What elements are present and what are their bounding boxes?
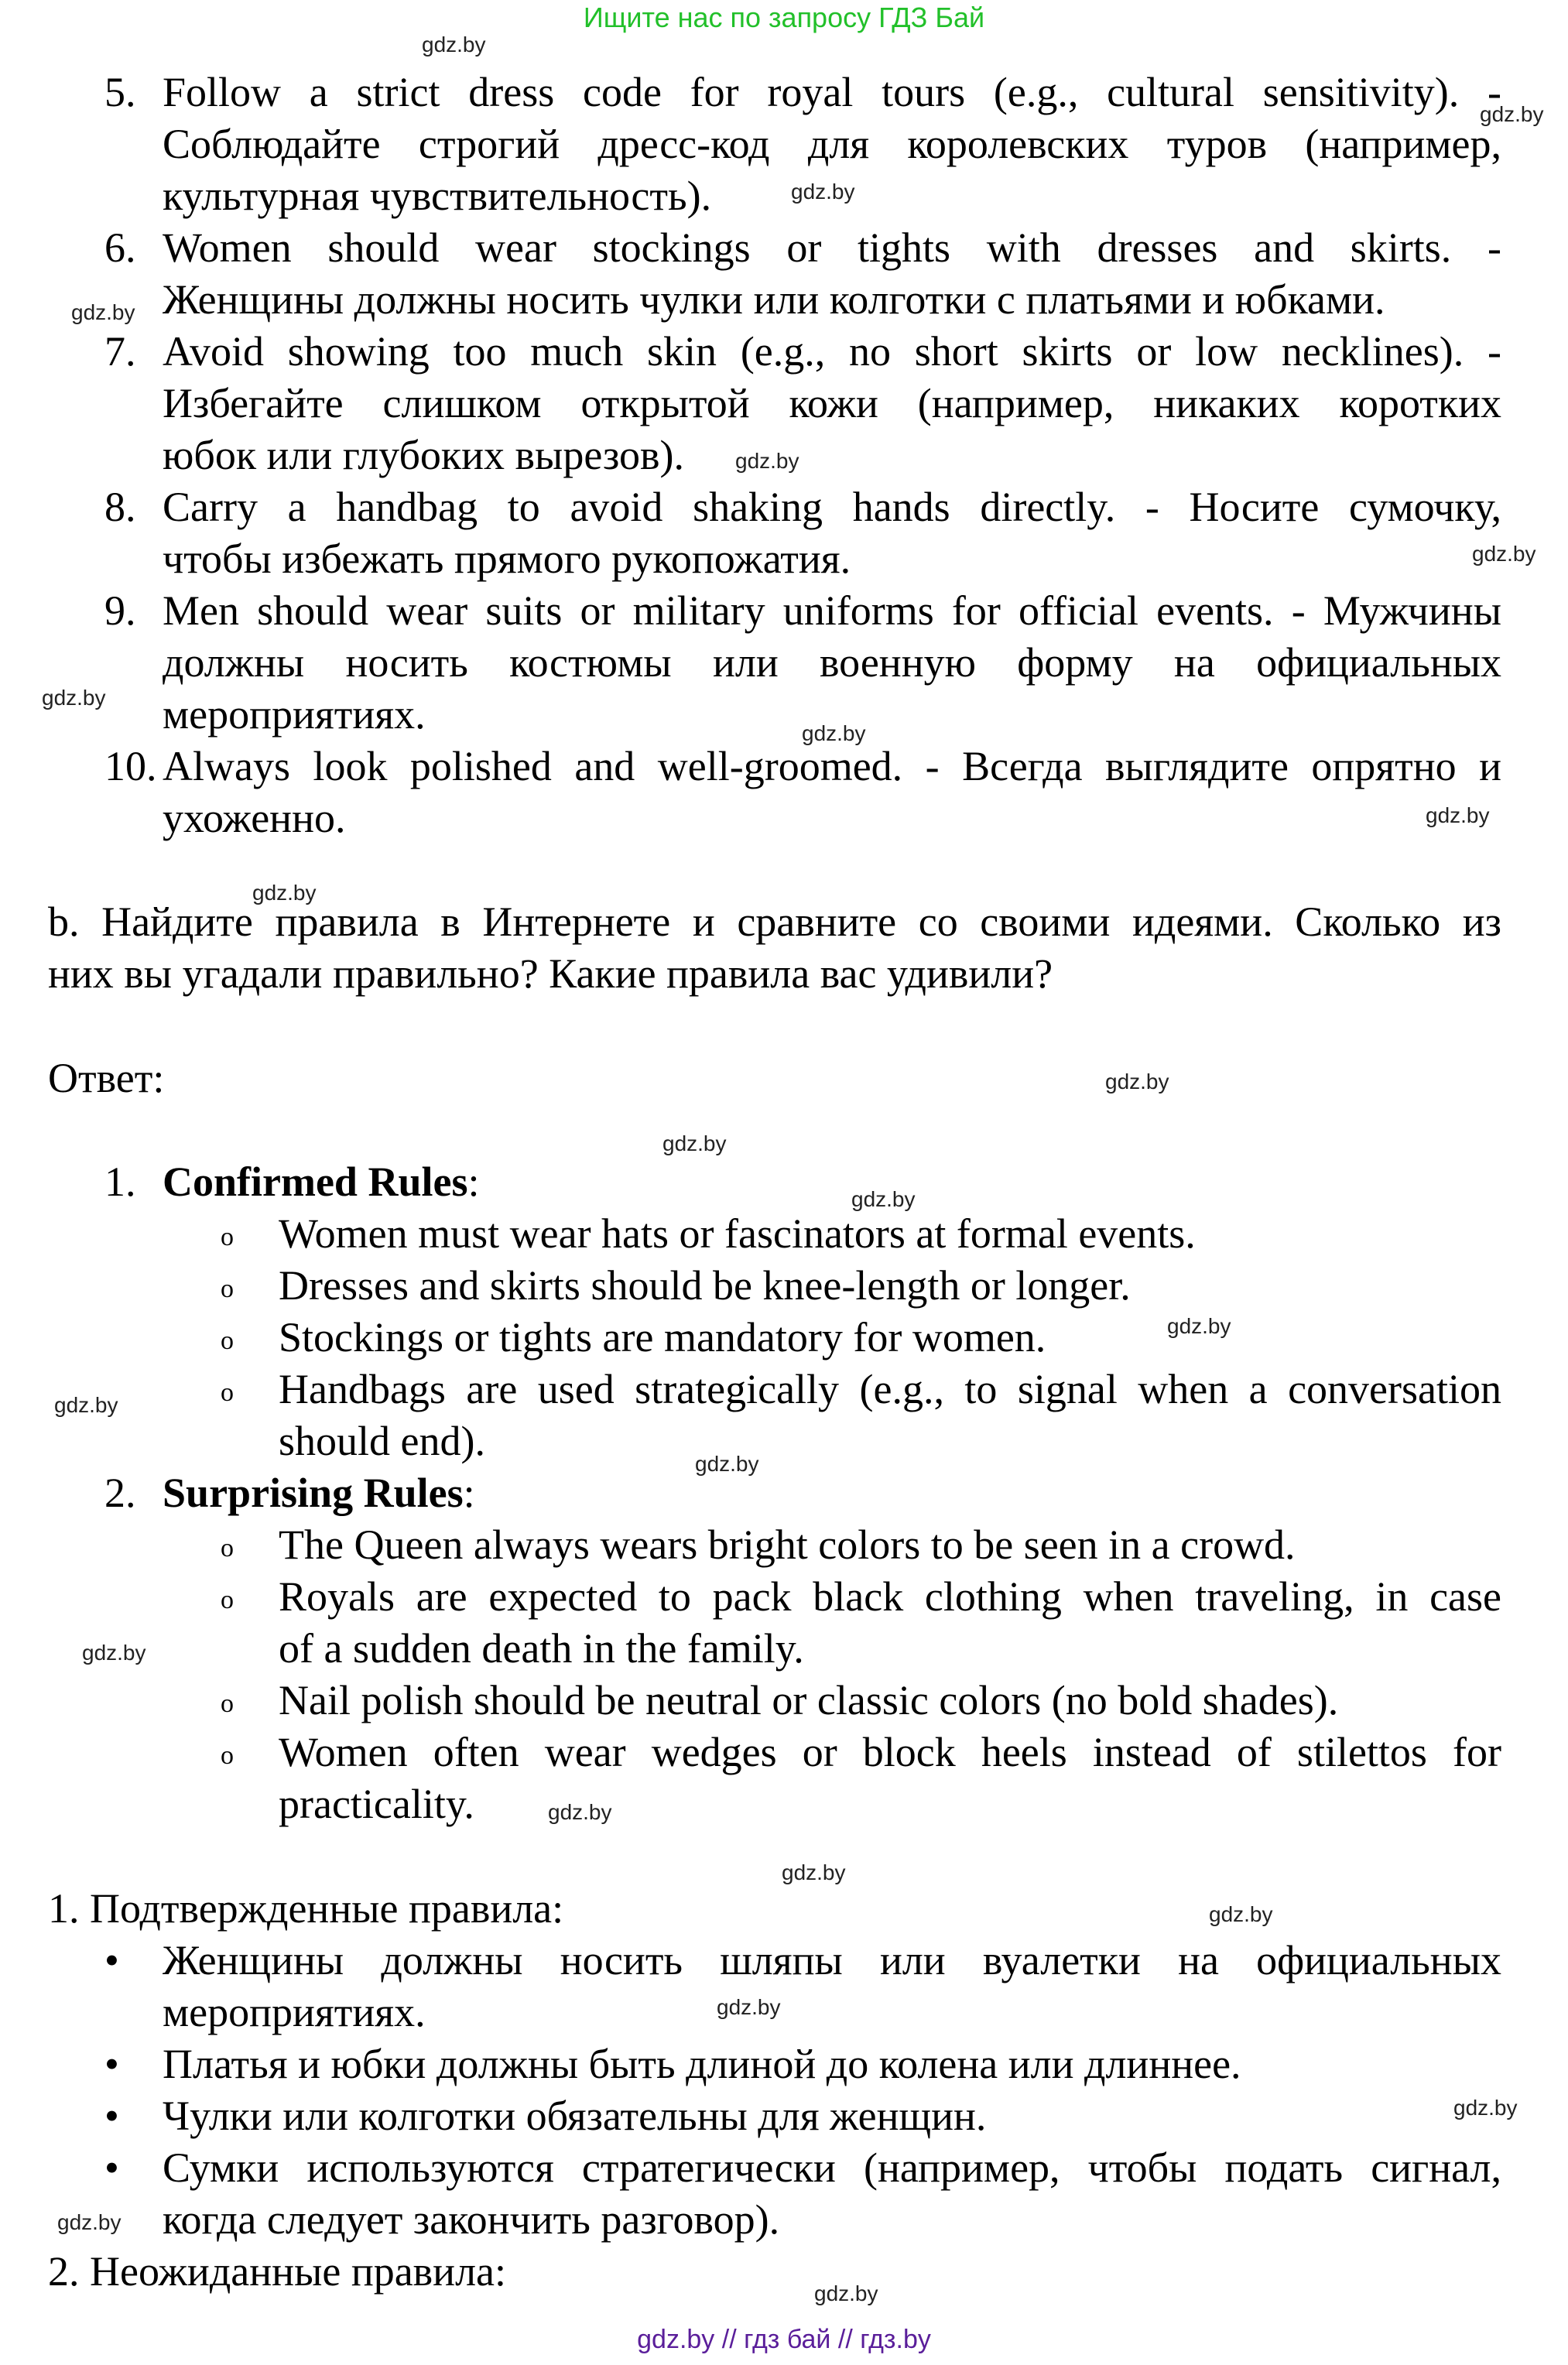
list-item: мероприятиях. bbox=[163, 1989, 426, 2035]
watermark: gdz.by bbox=[814, 2281, 878, 2305]
list-item: The Queen always wears bright colors to be seen in a crowd. bbox=[279, 1521, 1296, 1568]
watermark: gdz.by bbox=[735, 449, 799, 473]
list-item: Women often wear wedges or block heels instead of stilettos for bbox=[279, 1729, 1501, 1775]
item-text: мероприятиях. bbox=[163, 691, 426, 738]
hollow-bullet-icon: o bbox=[221, 1586, 234, 1614]
watermark: gdz.by bbox=[422, 33, 486, 56]
watermark: gdz.by bbox=[42, 686, 106, 710]
item-text: Women should wear stockings or tights with dresses and skirts. - bbox=[163, 224, 1501, 271]
list-item: should end). bbox=[279, 1418, 485, 1464]
item-text: Соблюдайте строгий дресс-код для королевских туров (например, bbox=[163, 121, 1501, 167]
ru-section-title: 1. Подтвержденные правила: bbox=[48, 1885, 564, 1932]
watermark: gdz.by bbox=[1472, 542, 1536, 566]
item-text: чтобы избежать прямого рукопожатия. bbox=[163, 536, 851, 582]
watermark: gdz.by bbox=[252, 881, 317, 905]
item-number: 10. bbox=[104, 743, 157, 789]
hollow-bullet-icon: o bbox=[221, 1534, 234, 1562]
watermark: gdz.by bbox=[717, 1995, 781, 2019]
search-banner[interactable]: Ищите нас по запросу ГДЗ Бай bbox=[583, 2, 985, 33]
hollow-bullet-icon: o bbox=[221, 1223, 234, 1251]
item-text: Женщины должны носить чулки или колготки с платьями и юбками. bbox=[163, 276, 1385, 323]
watermark: gdz.by bbox=[57, 2210, 122, 2234]
item-text: культурная чувствительность). bbox=[163, 173, 712, 219]
bullet-icon: • bbox=[104, 2093, 119, 2139]
hollow-bullet-icon: o bbox=[221, 1275, 234, 1303]
hollow-bullet-icon: o bbox=[221, 1689, 234, 1718]
list-item: Women must wear hats or fascinators at formal events. bbox=[279, 1210, 1196, 1257]
watermark: gdz.by bbox=[1426, 803, 1490, 827]
item-number: 7. bbox=[104, 328, 136, 375]
watermark: gdz.by bbox=[1453, 2096, 1518, 2120]
item-number: 9. bbox=[104, 587, 136, 634]
watermark: gdz.by bbox=[851, 1187, 916, 1211]
answer-label: Ответ: bbox=[48, 1055, 165, 1101]
item-text: Carry a handbag to avoid shaking hands directly. - Носите сумочку, bbox=[163, 484, 1501, 530]
item-text: Men should wear suits or military uniforms for official events. - Мужчины bbox=[163, 587, 1501, 634]
ru-section-title: 2. Неожиданные правила: bbox=[48, 2248, 506, 2295]
bullet-icon: • bbox=[104, 2041, 119, 2087]
list-item: Сумки используются стратегически (например, чтобы подать сигнал, bbox=[163, 2144, 1501, 2191]
list-item: Stockings or tights are mandatory for women. bbox=[279, 1314, 1046, 1360]
section-number: 1. bbox=[104, 1159, 136, 1205]
watermark: gdz.by bbox=[54, 1393, 118, 1417]
watermark: gdz.by bbox=[662, 1131, 727, 1155]
list-item: Платья и юбки должны быть длиной до колена или длиннее. bbox=[163, 2041, 1241, 2087]
list-item: Nail polish should be neutral or classic colors (no bold shades). bbox=[279, 1677, 1339, 1723]
task-b-text: b. Найдите правила в Интернете и сравните со своими идеями. Сколько из bbox=[48, 898, 1501, 945]
item-text: должны носить костюмы или военную форму на официальных bbox=[163, 639, 1501, 686]
item-text: Avoid showing too much skin (e.g., no short skirts or low necklines). - bbox=[163, 328, 1501, 375]
list-item: когда следует закончить разговор). bbox=[163, 2196, 780, 2243]
watermark: gdz.by bbox=[791, 180, 855, 204]
watermark: gdz.by bbox=[782, 1860, 846, 1884]
bullet-icon: • bbox=[104, 2144, 119, 2191]
watermark: gdz.by bbox=[548, 1800, 612, 1824]
item-number: 5. bbox=[104, 69, 136, 115]
item-text: Избегайте слишком открытой кожи (например, никаких коротких bbox=[163, 380, 1501, 426]
watermark: gdz.by bbox=[695, 1452, 759, 1476]
watermark: gdz.by bbox=[82, 1641, 146, 1665]
watermark: gdz.by bbox=[71, 300, 135, 324]
list-item: practicality. bbox=[279, 1781, 474, 1827]
watermark: gdz.by bbox=[1167, 1314, 1231, 1338]
section-title: Surprising Rules: bbox=[163, 1470, 475, 1516]
hollow-bullet-icon: o bbox=[221, 1378, 234, 1407]
item-text: юбок или глубоких вырезов). bbox=[163, 432, 684, 478]
watermark: gdz.by bbox=[1105, 1070, 1169, 1094]
item-number: 6. bbox=[104, 224, 136, 271]
item-text: Follow a strict dress code for royal tours (e.g., cultural sensitivity). - bbox=[163, 69, 1501, 115]
list-item: of a sudden death in the family. bbox=[279, 1625, 804, 1672]
hollow-bullet-icon: o bbox=[221, 1741, 234, 1770]
section-number: 2. bbox=[104, 1470, 136, 1516]
watermark: gdz.by bbox=[1480, 102, 1544, 126]
task-b-text: них вы угадали правильно? Какие правила вас удивили? bbox=[48, 950, 1053, 997]
item-text: ухоженно. bbox=[163, 795, 346, 841]
footer-links[interactable]: gdz.by // гдз бай // гдз.by bbox=[637, 2325, 931, 2354]
item-number: 8. bbox=[104, 484, 136, 530]
watermark: gdz.by bbox=[802, 721, 866, 745]
list-item: Женщины должны носить шляпы или вуалетки на официальных bbox=[163, 1937, 1501, 1983]
list-item: Dresses and skirts should be knee-length or longer. bbox=[279, 1262, 1131, 1309]
section-title: Confirmed Rules: bbox=[163, 1159, 480, 1205]
bullet-icon: • bbox=[104, 1937, 119, 1983]
hollow-bullet-icon: o bbox=[221, 1326, 234, 1355]
item-text: Always look polished and well-groomed. - Всегда выглядите опрятно и bbox=[163, 743, 1501, 789]
watermark: gdz.by bbox=[1209, 1902, 1273, 1926]
list-item: Чулки или колготки обязательны для женщин. bbox=[163, 2093, 987, 2139]
list-item: Handbags are used strategically (e.g., to signal when a conversation bbox=[279, 1366, 1501, 1412]
list-item: Royals are expected to pack black clothing when traveling, in case bbox=[279, 1573, 1501, 1620]
